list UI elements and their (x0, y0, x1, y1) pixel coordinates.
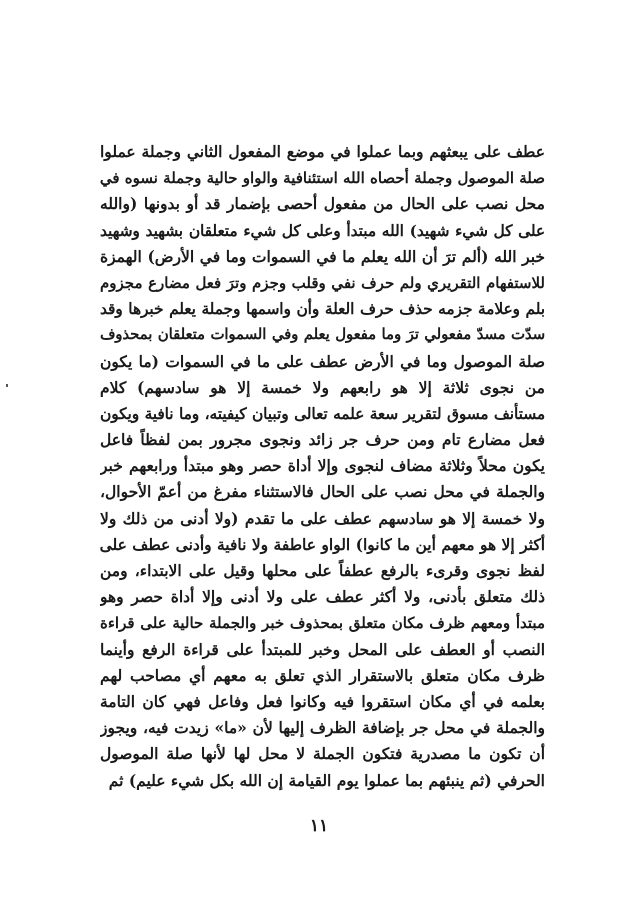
scan-edge-mark (6, 384, 8, 387)
text-line: صلة الموصول وما في الأرض عطف على ما في السموات (ما يكون (100, 351, 545, 371)
text-line: فعل مضارع تام ومن حرف جر زائد ونجوى مجرور بمن لفظاً فاعل (100, 430, 545, 450)
text-line: والجملة في محل جر بإضافة الظرف إليها لأن «ما» زيدت فيه، ويجوز (100, 718, 545, 738)
text-line: محل نصب على الحال من مفعول أحصى بإضمار قد أو بدونها (والله (100, 194, 545, 214)
text-line: ظرف مكان متعلق بالاستقرار الذي تعلق به معهم أي مصاحب لهم (100, 665, 545, 685)
text-line: ذلك متعلق بأدنى، ولا أكثر عطف على ولا أدنى وإلا أداة حصر وهو (100, 587, 545, 607)
text-line: سدّت مسدّ مفعولي ترَ وما مفعول يعلم وفي السموات متعلقان بمحذوف (100, 326, 545, 344)
body-text (100, 139, 545, 794)
text-line: لفظ نجوى وقرىء بالرفع عطفاً على محلها وقيل على الابتداء، ومن (100, 561, 545, 580)
text-line: مبتدأ ومعهم ظرف مكان متعلق بمحذوف خبر والجملة حالية على قراءة (100, 614, 545, 633)
page-number: ١١ (309, 816, 329, 836)
text-line: بعلمه في أي مكان استقروا فيه وكانوا فعل وفاعل فهي كان التامة (100, 691, 545, 711)
text-line: النصب أو العطف على المحل وخبر للمبتدأ على قراءة الرفع وأينما (100, 639, 545, 659)
text-line: على كل شيء شهيد) الله مبتدأ وعلى كل شيء متعلقان بشهيد وشهيد (100, 221, 545, 240)
text-line: الحرفي (ثم ينبئهم بما عملوا يوم القيامة إن الله بكل شيء عليم) ثم (108, 770, 545, 790)
text-line: يكون محلاً وثلاثة مضاف لنجوى وإلا أداة حصر وهو مبتدأ ورابعهم خبر (100, 456, 545, 476)
text-line: والجملة في محل نصب على الحال فالاستثناء مفرغ من أعمّ الأحوال، (100, 482, 545, 502)
text-line: عطف على يبعثهم وبما عملوا في موضع المفعول الثاني وجملة عملوا (100, 142, 545, 161)
text-line: أكثر إلا هو معهم أين ما كانوا) الواو عاطفة ولا نافية وأدنى عطف على (100, 534, 545, 554)
text-line: صلة الموصول وجملة أحصاه الله استئنافية والواو حالية وجملة نسوه في (100, 169, 545, 188)
text-line: للاستفهام التقريري ولم حرف نفي وقلب وجزم وترَ فعل مضارع مجزوم (100, 273, 545, 292)
text-line: بلم وعلامة جزمه حذف حرف العلة وأن واسمها وجملة يعلم خبرها وقد (100, 300, 545, 319)
text-line: خبر الله (ألم ترَ أن الله يعلم ما في السموات وما في الأرض) الهمزة (100, 246, 545, 266)
text-line: مستأنف مسوق لتقرير سعة علمه تعالى وتبيان كيفيته، وما نافية ويكون (100, 404, 545, 423)
text-line: أن تكون ما مصدرية فتكون الجملة لا محل لها لأنها صلة الموصول (100, 744, 545, 764)
text-line: من نجوى ثلاثة إلا هو رابعهم ولا خمسة إلا هو سادسهم) كلام (100, 377, 545, 397)
text-line: ولا خمسة إلا هو سادسهم عطف على ما تقدم (ولا أدنى من ذلك ولا (100, 508, 545, 528)
